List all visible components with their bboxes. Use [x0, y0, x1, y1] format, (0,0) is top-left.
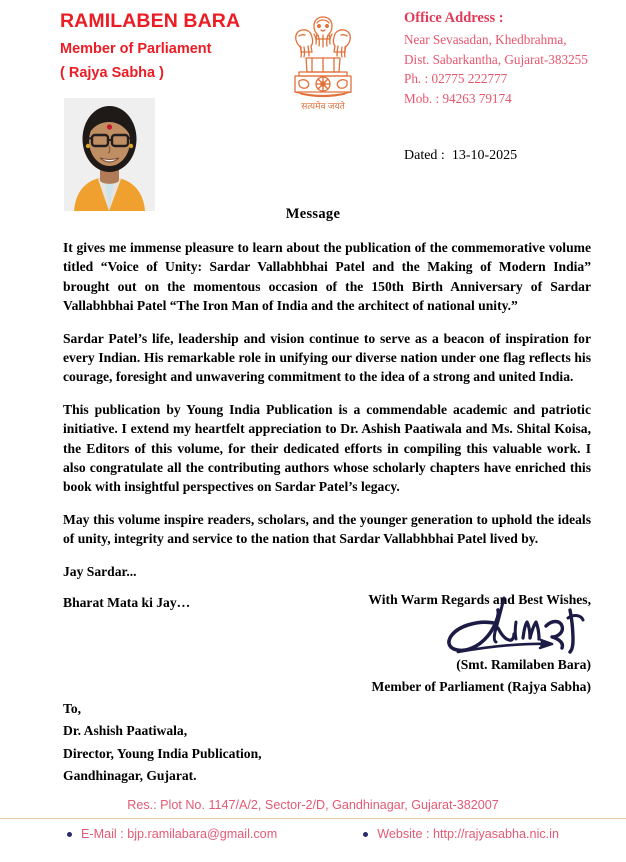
- signoff-block: [291, 592, 591, 608]
- message-paragraph-4: May this volume inspire readers, scholars, and the younger generation to uphold the ideals of unity, integrity and service to the nation that Sardar Vallabhbhai Patel lived by.: [63, 511, 591, 547]
- bullet-icon: [363, 832, 368, 837]
- mp-portrait-photo: [64, 98, 155, 211]
- dated-value: 13-10-2025: [451, 148, 518, 163]
- recipient-name: Dr. Ashish Paatiwala,: [63, 723, 188, 739]
- message-paragraph-2: Sardar Patel’s life, leadership and vision continue to serve as a beacon of inspiration for every Indian. His remarkable role in unifying our diverse nation under one flag reflects his courage, foresight and unwavering commitment to the idea of a strong and united India.: [63, 330, 591, 385]
- message-paragraph-3: This publication by Young India Publication is a commendable academic and patriotic initiative. I extend my heartfelt appreciation to Dr. Ashish Paatiwala and Ms. Shital Koisa, the Editors of this volume, for their dedicated efforts in compiling this valuable work. I also congratulate all the contributing authors whose scholarly chapters have enriched this book with insightful perspectives on Sardar Patel’s legacy.: [63, 401, 591, 495]
- footer-contacts: [0, 819, 626, 841]
- letterhead: [0, 0, 626, 185]
- office-address-block: [404, 10, 619, 108]
- footer-email[interactable]: [67, 827, 277, 841]
- office-phone: Ph. : 02775 222777: [404, 71, 508, 86]
- bullet-icon: [67, 832, 72, 837]
- recipient-block: [63, 698, 403, 787]
- mp-name: RAMILABEN BARA: [60, 10, 241, 32]
- signature-designation: Member of Parliament (Rajya Sabha): [371, 679, 591, 694]
- mp-role: Member of Parliament: [60, 41, 212, 57]
- footer: [0, 798, 626, 841]
- slogan-bharat-mata: Bharat Mata ki Jay…: [63, 595, 191, 611]
- recipient-city: Gandhinagar, Gujarat.: [63, 767, 197, 783]
- slogan-jay-sardar: Jay Sardar...: [63, 563, 137, 579]
- recipient-to-label: To,: [63, 701, 82, 716]
- dated-line: [404, 148, 517, 164]
- warm-regards-line: With Warm Regards and Best Wishes,: [368, 592, 591, 607]
- office-address-line-2: Dist. Sabarkantha, Gujarat-383255: [404, 51, 588, 67]
- message-body: [63, 238, 591, 625]
- message-paragraph-1: It gives me immense pleasure to learn about the publication of the commemorative volume titled “Voice of Unity: Sardar Vallabhbhai Patel and the Making of Modern India” brought out on the momentous occasion of the 150th Birth Anniversary of Sardar Vallabhbhai Patel “The Iron Man of India and the architect of national unity.”: [63, 240, 591, 314]
- footer-website[interactable]: [363, 827, 559, 841]
- signature-name: (Smt. Ramilaben Bara): [456, 657, 591, 672]
- national-emblem-icon: [282, 8, 364, 116]
- footer-website-text: Website : http://rajyasabha.nic.in: [377, 827, 559, 841]
- mp-house: ( Rajya Sabha ): [60, 65, 164, 81]
- office-mobile: Mob. : 94263 79174: [404, 90, 512, 106]
- message-heading: Message: [285, 206, 341, 222]
- office-address-line-1: Near Sevasadan, Khedbrahma,: [404, 32, 567, 47]
- footer-email-text: E-Mail : bjp.ramilabara@gmail.com: [81, 827, 278, 841]
- dated-label: Dated :: [404, 148, 445, 163]
- svg-text:सत्यमेव जयते: सत्यमेव जयते: [301, 101, 345, 111]
- footer-residence-address: Res.: Plot No. 1147/A/2, Sector-2/D, Gandhinagar, Gujarat-382007: [127, 798, 499, 812]
- recipient-organisation: Director, Young India Publication,: [63, 745, 262, 761]
- office-address-title: Office Address :: [404, 10, 504, 26]
